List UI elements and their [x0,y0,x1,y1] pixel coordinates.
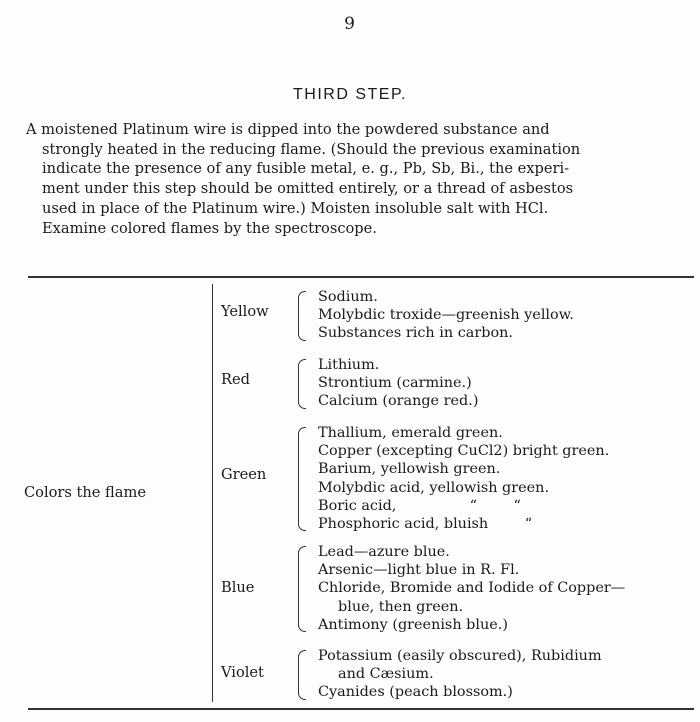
flame-color-label: Green [221,466,267,483]
instruction-paragraph [26,120,688,238]
list-item: Substances rich in carbon. [318,325,513,342]
list-item: Arsenic—light blue in R. Fl. [318,562,520,579]
paragraph-line: A moistened Platinum wire is dipped into the powdered substance and [26,121,550,138]
paragraph-line: indicate the presence of any fusible metal, e. g., Pb, Sb, Bi., the experi- [42,160,570,178]
paragraph-line: ment under this step should be omitted entirely, or a thread of asbestos [42,180,574,198]
flame-items [318,356,478,411]
brace-icon [298,291,306,341]
list-item: Antimony (greenish blue.) [318,616,508,633]
list-item: Barium, yellowish green. [318,461,501,478]
list-item: Boric acid, “ “ [318,497,521,514]
list-item: Phosphoric acid, bluish “ [318,516,533,533]
table-column-divider [212,284,213,702]
list-item: Lithium. [318,357,380,373]
list-item: Thallium, emerald green. [318,425,503,441]
list-item: Copper (excepting CuCl2) bright green. [318,443,610,460]
row-label: Colors the flame [24,484,146,501]
list-item: Chloride, Bromide and Iodide of Copper— [318,580,626,597]
list-item: Lead—azure blue. [318,544,450,560]
brace-icon [298,650,306,700]
flame-items [318,647,602,702]
table-bottom-rule [28,708,694,710]
flame-color-label: Violet [221,664,264,681]
list-item: Calcium (orange red.) [318,393,479,410]
paragraph-line: strongly heated in the reducing flame. (Should the previous examination [42,140,581,158]
list-item: Sodium. [318,289,378,305]
paragraph-line: used in place of the Platinum wire.) Moisten insoluble salt with HCl. [42,199,549,217]
flame-items [318,288,574,343]
list-item: blue, then green. [338,598,464,615]
list-item: Potassium (easily obscured), Rubidium [318,648,602,664]
brace-icon [298,359,306,409]
flame-items [318,424,609,533]
brace-icon [298,546,306,632]
flame-color-label: Red [221,371,250,388]
flame-color-label: Yellow [221,303,269,320]
paragraph-line: Examine colored flames by the spectroscope. [42,219,377,237]
table-top-rule [28,276,694,278]
list-item: Strontium (carmine.) [318,375,472,392]
section-heading: THIRD STEP. [293,86,407,103]
flame-items [318,543,625,634]
list-item: Molybdic troxide—greenish yellow. [318,307,574,324]
brace-icon [298,427,306,531]
page-number: 9 [344,14,356,34]
list-item: and Cæsium. [338,666,434,683]
list-item: Cyanides (peach blossom.) [318,684,513,701]
list-item: Molybdic acid, yellowish green. [318,479,550,496]
flame-color-label: Blue [221,579,255,596]
